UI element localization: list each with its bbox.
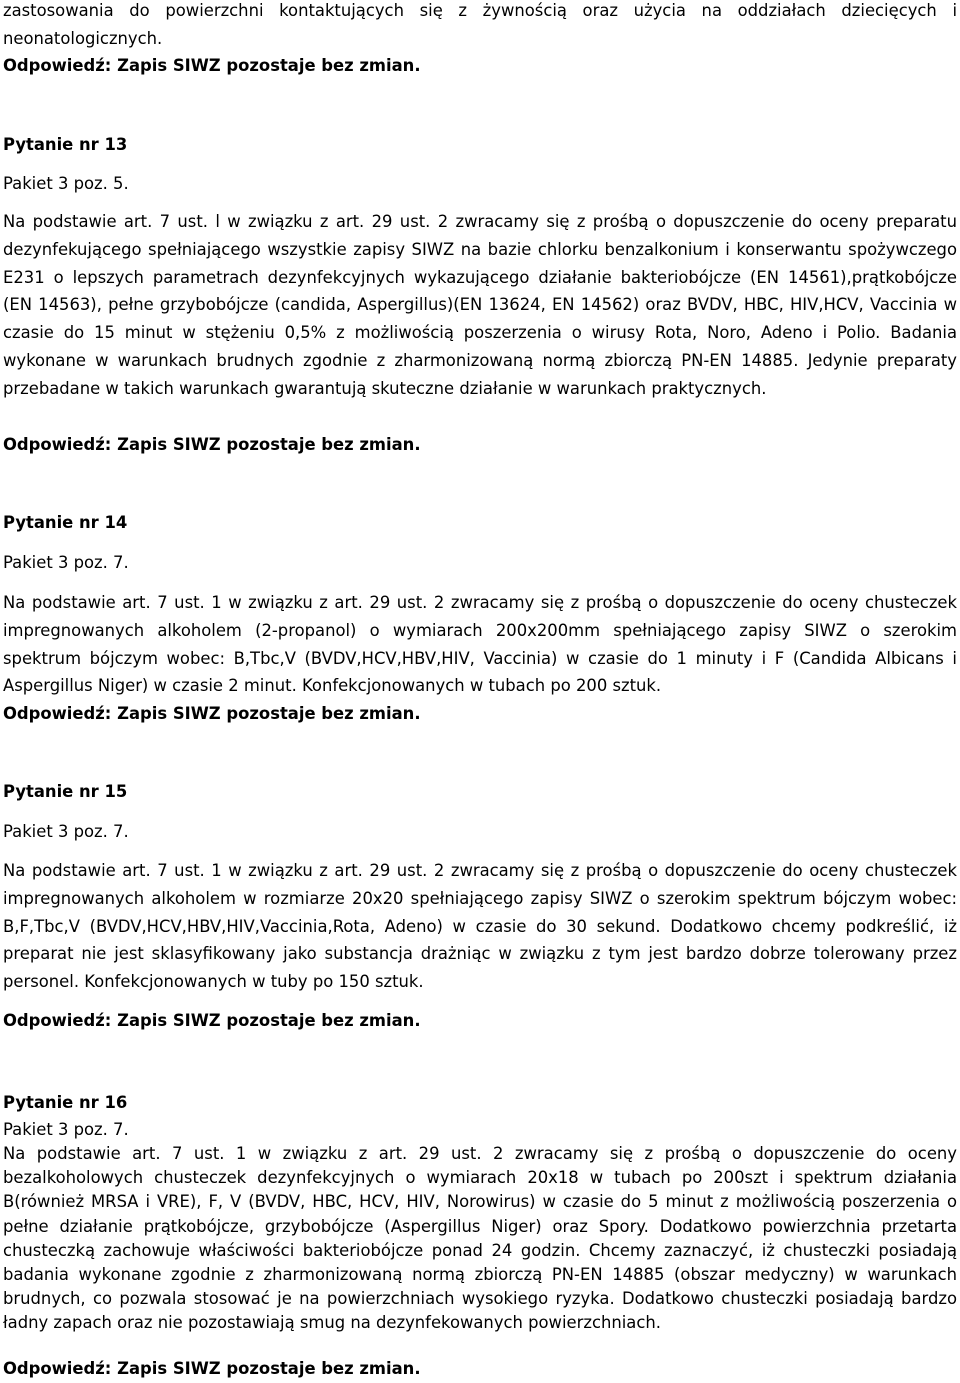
question-16-package: Pakiet 3 poz. 7. bbox=[3, 1120, 129, 1139]
question-13-answer: Odpowiedź: Zapis SIWZ pozostaje bez zmian. bbox=[3, 435, 421, 454]
question-13-title: Pytanie nr 13 bbox=[3, 135, 128, 154]
question-16-answer: Odpowiedź: Zapis SIWZ pozostaje bez zmian. bbox=[3, 1359, 421, 1378]
intro-answer: Odpowiedź: Zapis SIWZ pozostaje bez zmian. bbox=[3, 56, 421, 75]
question-14-package: Pakiet 3 poz. 7. bbox=[3, 553, 129, 572]
question-14-answer: Odpowiedź: Zapis SIWZ pozostaje bez zmian. bbox=[3, 704, 421, 723]
question-16-title: Pytanie nr 16 bbox=[3, 1093, 128, 1112]
question-15-body: Na podstawie art. 7 ust. 1 w związku z art. 29 ust. 2 zwracamy się z prośbą o dopuszczenie do oceny chusteczek impregnowanych alkoholem w rozmiarze 20x20 spełniającego zapisy SIWZ o szerokim spektrum bójczym wobec: B,F,Tbc,V (BVDV,HCV,HBV,HIV,Vaccinia,Rota, Adeno) w czasie do 30 sekund. Dodatkowo chcemy podkreślić, iż preparat nie jest sklasyfikowany jako substancja drażniąc w związku z tym jest bardzo dobrze tolerowany przez personel. Konfekcjonowanych w tuby po 150 sztuk. bbox=[3, 861, 957, 992]
question-13-body: Na podstawie art. 7 ust. l w związku z art. 29 ust. 2 zwracamy się z prośbą o dopuszczenie do oceny preparatu dezynfekującego spełniającego wszystkie zapisy SIWZ na bazie chlorku benzalkonium i konserwantu spożywczego E231 o lepszych parametrach dezynfekcyjnych wykazującego działanie bakteriobójcze (EN 14561),prątkobójcze (EN 14563), pełne grzybobójcze (candida, Aspergillus)(EN 13624, EN 14562) oraz BVDV, HBC, HIV,HCV, Vaccinia w czasie do 15 minut w stężeniu 0,5% z możliwością poszerzenia o wirusy Rota, Noro, Adeno i Polio. Badania wykonane w warunkach brudnych zgodnie z zharmonizowaną normą zbiorczą PN-EN 14885. Jedynie preparaty przebadane w takich warunkach gwarantują skuteczne działanie w warunkach praktycznych. bbox=[3, 212, 957, 398]
question-14-body: Na podstawie art. 7 ust. 1 w związku z art. 29 ust. 2 zwracamy się z prośbą o dopuszczenie do oceny chusteczek impregnowanych alkoholem (2-propanol) o wymiarach 200x200mm spełniającego zapisy SIWZ o szerokim spektrum bójczym wobec: B,Tbc,V (BVDV,HCV,HBV,HIV, Vaccinia) w czasie do 1 minuty i F (Candida Albicans i Aspergillus Niger) w czasie 2 minut. Konfekcjonowanych w tubach po 200 sztuk. bbox=[3, 593, 957, 696]
question-15-answer: Odpowiedź: Zapis SIWZ pozostaje bez zmian. bbox=[3, 1011, 421, 1030]
question-14-title: Pytanie nr 14 bbox=[3, 513, 128, 532]
question-13-package: Pakiet 3 poz. 5. bbox=[3, 174, 129, 193]
intro-text: zastosowania do powierzchni kontaktujących się z żywnością oraz użycia na oddziałach dziecięcych i neonatologicznych. bbox=[3, 1, 957, 48]
question-16-body: Na podstawie art. 7 ust. 1 w związku z art. 29 ust. 2 zwracamy się z prośbą o dopuszczenie do oceny bezalkoholowych chusteczek dezynfekcyjnych o wymiarach 20x18 w tubach po 200szt i spektrum działania B(również MRSA i VRE), F, V (BVDV, HBC, HCV, HIV, Norowirus) w czasie do 5 minut z możliwością poszerzenia o pełne działanie prątkobójcze, grzybobójcze (Aspergillus Niger) oraz Spory. Dodatkowo powierzchnia przetarta chusteczką zachowuje właściwości bakteriobójcze ponad 24 godzin. Chcemy zaznaczyć, iż chusteczki posiadają badania wykonane zgodnie z zharmonizowaną normą zbiorczą PN-EN 14885 (obszar medyczny) w warunkach brudnych, co pozwala stosować je na powierzchniach wysokiego ryzyka. Dodatkowo chusteczki posiadają bardzo ładny zapach oraz nie pozostawiają smug na dezynfekowanych powierzchniach. bbox=[3, 1144, 957, 1333]
question-15-title: Pytanie nr 15 bbox=[3, 782, 128, 801]
question-15-package: Pakiet 3 poz. 7. bbox=[3, 822, 129, 841]
